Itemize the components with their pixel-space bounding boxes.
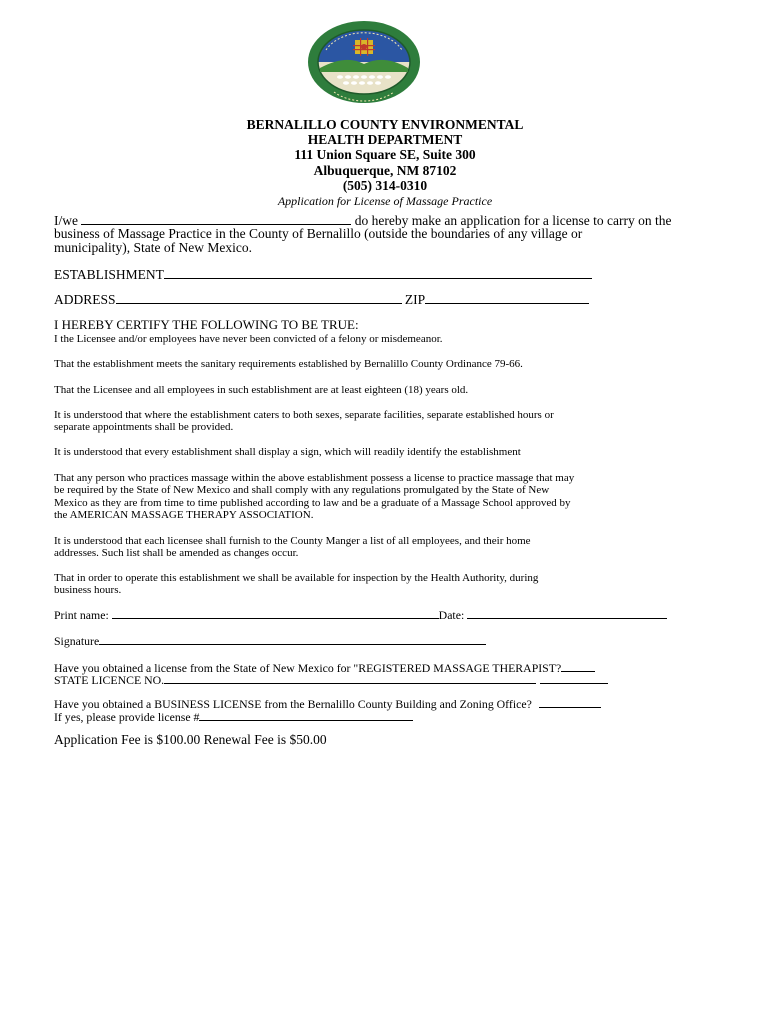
certify-item-sign: It is understood that every establishment shall display a sign, which will readily identify the establishment <box>54 446 521 458</box>
phone-number: (505) 314-0310 <box>342 177 428 193</box>
certify-item-license-1: That any person who practices massage within the above establishment possess a license to practice massage that may <box>54 472 575 484</box>
intro-text1: do hereby make an application for a license to carry on the <box>354 213 672 228</box>
form-subtitle: Application for License of Massage Practice <box>277 194 493 209</box>
intro-line3: municipality), State of New Mexico. <box>54 240 252 255</box>
address-label: ADDRESS <box>54 292 116 307</box>
print-name-field[interactable] <box>112 607 439 619</box>
signature-label: Signature <box>54 634 100 648</box>
business-license-number-field[interactable] <box>199 709 413 721</box>
establishment-row <box>54 267 592 283</box>
business-license-answer-field[interactable] <box>539 696 601 708</box>
establishment-label: ESTABLISHMENT <box>54 267 164 282</box>
address-field-extension[interactable] <box>388 292 402 304</box>
address-row <box>54 292 589 308</box>
fees-text: Application Fee is $100.00 Renewal Fee is $50.00 <box>54 732 327 747</box>
date-label: Date: <box>438 608 465 622</box>
certify-item-sexes-1: It is understood that where the establishment caters to both sexes, separate facilities, separate established hours or <box>54 409 554 421</box>
state-licence-no-extension[interactable] <box>540 672 608 684</box>
certify-item-employees-2: addresses. Such list shall be amended as changes occur. <box>54 547 299 559</box>
certify-item-employees-1: It is understood that each licensee shall furnish to the County Manger a list of all employees, and their home <box>54 535 531 547</box>
county-seal-logo <box>306 20 422 104</box>
certify-item-license-2: be required by the State of New Mexico and shall comply with any regulations promulgated by the State of New <box>54 484 550 496</box>
city-state-zip: Albuquerque, NM 87102 <box>313 162 457 178</box>
intro-line2: business of Massage Practice in the County of Bernalillo (outside the boundaries of any village or <box>54 226 583 241</box>
certify-item-inspection-1: That in order to operate this establishment we shall be available for inspection by the Health Authority, during <box>54 572 539 584</box>
state-licence-no-row <box>54 672 608 686</box>
department-name-line2: HEALTH DEPARTMENT <box>307 132 463 148</box>
certify-item-sanitary: That the establishment meets the sanitary requirements established by Bernalillo County Ordinance 79-66. <box>54 358 523 370</box>
certify-item-sexes-2: separate appointments shall be provided. <box>54 421 234 433</box>
iwe-label: I/we <box>54 213 78 228</box>
certify-item-age: That the Licensee and all employees in such establishment are at least eighteen (18) years old. <box>54 384 469 396</box>
applicant-name-field[interactable] <box>81 213 351 225</box>
state-licence-no-label: STATE LICENCE NO. <box>54 673 165 687</box>
certify-item-license-4: the AMERICAN MASSAGE THERAPY ASSOCIATION. <box>54 509 314 521</box>
address-field[interactable] <box>116 292 388 304</box>
establishment-field[interactable] <box>164 267 592 279</box>
date-field[interactable] <box>467 607 667 619</box>
signature-row <box>54 633 486 647</box>
state-license-answer-field[interactable] <box>561 660 595 672</box>
print-name-row <box>54 607 667 621</box>
certify-item-license-3: Mexico as they are from time to time published according to law and be a graduate of a Massage School approved by <box>54 497 571 509</box>
signature-field[interactable] <box>99 633 486 645</box>
certify-heading: I HEREBY CERTIFY THE FOLLOWING TO BE TRUE: <box>54 317 359 332</box>
state-license-question: Have you obtained a license from the State of New Mexico for "REGISTERED MASSAGE THERAPIST? <box>54 661 562 675</box>
business-license-number-label: If yes, please provide license # <box>54 710 200 724</box>
certify-item-inspection-2: business hours. <box>54 584 122 596</box>
zip-label: ZIP <box>404 292 426 307</box>
business-license-number-row <box>54 709 413 723</box>
street-address: 111 Union Square SE, Suite 300 <box>294 147 476 163</box>
print-name-label: Print name: <box>54 608 109 622</box>
state-licence-no-field[interactable] <box>164 672 536 684</box>
certify-item-felony: I the Licensee and/or employees have never been convicted of a felony or misdemeanor. <box>54 333 443 345</box>
letterhead <box>0 117 770 209</box>
zip-field[interactable] <box>425 292 589 304</box>
business-license-question: Have you obtained a BUSINESS LICENSE from the Bernalillo County Building and Zoning Office? <box>54 697 532 711</box>
department-name-line1: BERNALILLO COUNTY ENVIRONMENTAL <box>246 117 524 132</box>
